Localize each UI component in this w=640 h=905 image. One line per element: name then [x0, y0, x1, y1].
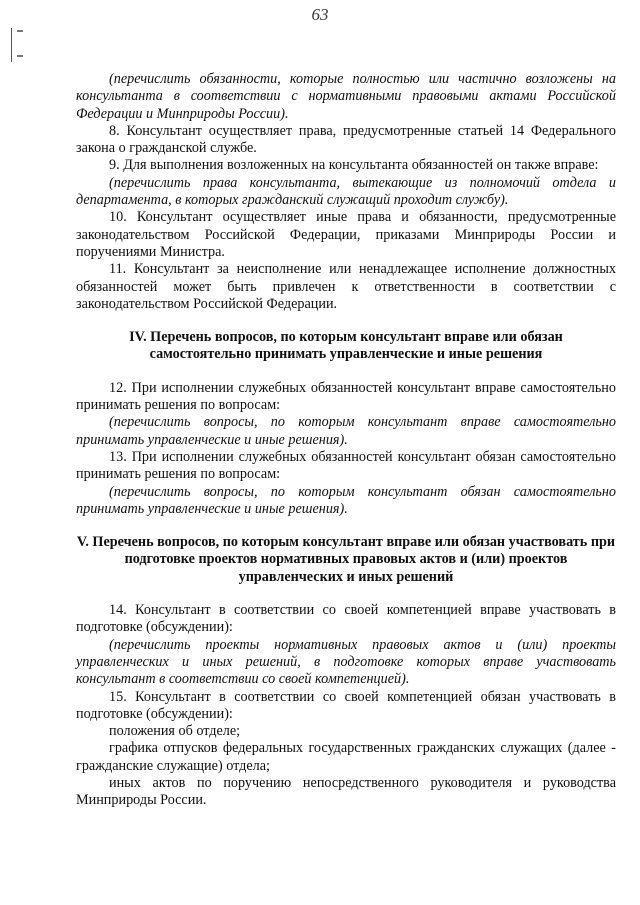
section-heading-4: IV. Перечень вопросов, по которым консультант вправе или обязан самостоятельно принимать управленческие и иные решения: [129, 329, 563, 363]
paragraph-9-instruction: (перечислить права консультанта, вытекающие из полномочий отдела и департамента, в которых гражданский служащий проходит службу).: [76, 174, 616, 209]
page-number: 63: [311, 5, 329, 24]
paragraph-15: 15. Консультант в соответствии со своей компетенцией обязан участвовать в подготовке (обсуждении):: [76, 688, 616, 722]
paragraph-14-instruction: (перечислить проекты нормативных правовых актов и (или) проекты управленческих и иных решений, в подготовке которых вправе участвовать консультант в соответствии со своей компетенцией).: [76, 636, 616, 688]
paragraph-9: 9. Для выполнения возложенных на консультанта обязанностей он также вправе:: [109, 157, 599, 174]
paragraph-7-instruction: (перечислить обязанности, которые полностью или частично возложены на консультанта в соответствии с нормативными правовыми актами Российской Федерации и Минприроды России).: [76, 71, 616, 122]
paragraph-12-instruction: (перечислить вопросы, по которым консультант вправе самостоятельно принимать управленческие и иные решения).: [76, 414, 616, 448]
paragraph-15-item-c: иных актов по поручению непосредственного руководителя и руководства Минприроды России.: [76, 774, 616, 809]
paragraph-8: 8. Консультант осуществляет права, предусмотренные статьей 14 Федерального закона о гражданской службе.: [76, 122, 616, 157]
paragraph-10: 10. Консультант осуществляет иные права и обязанности, предусмотренные законодательством Российской Федерации, приказами Минприроды России и поручениями Министра.: [76, 209, 616, 260]
paragraph-14: 14. Консультант в соответствии со своей компетенцией вправе участвовать в подготовке (обсуждении):: [76, 602, 616, 636]
paragraph-15-item-a: положения об отделе;: [109, 723, 241, 740]
document-body: [76, 71, 616, 810]
paragraph-13-instruction: (перечислить вопросы, по которым консультант обязан самостоятельно принимать управленческие и иные решения).: [76, 483, 616, 517]
margin-dot: [17, 55, 23, 57]
paragraph-15-item-b: графика отпусков федеральных государственных гражданских служащих (далее - гражданские служащие) отдела;: [76, 740, 616, 774]
paragraph-13: 13. При исполнении служебных обязанностей консультант обязан самостоятельно принимать решения по вопросам:: [76, 448, 616, 483]
margin-dot: [17, 30, 23, 32]
margin-mark: [11, 28, 12, 62]
paragraph-11: 11. Консультант за неисполнение или ненадлежащее исполнение должностных обязанностей может быть привлечен к ответственности в соответствии с законодательством Российской Федерации.: [76, 261, 616, 312]
paragraph-12: 12. При исполнении служебных обязанностей консультант вправе самостоятельно принимать решения по вопросам:: [76, 379, 616, 414]
section-heading-5: V. Перечень вопросов, по которым консультант вправе или обязан участвовать при подготовке проектов нормативных правовых актов и (или) проектов управленческих и иных решений: [76, 534, 616, 585]
